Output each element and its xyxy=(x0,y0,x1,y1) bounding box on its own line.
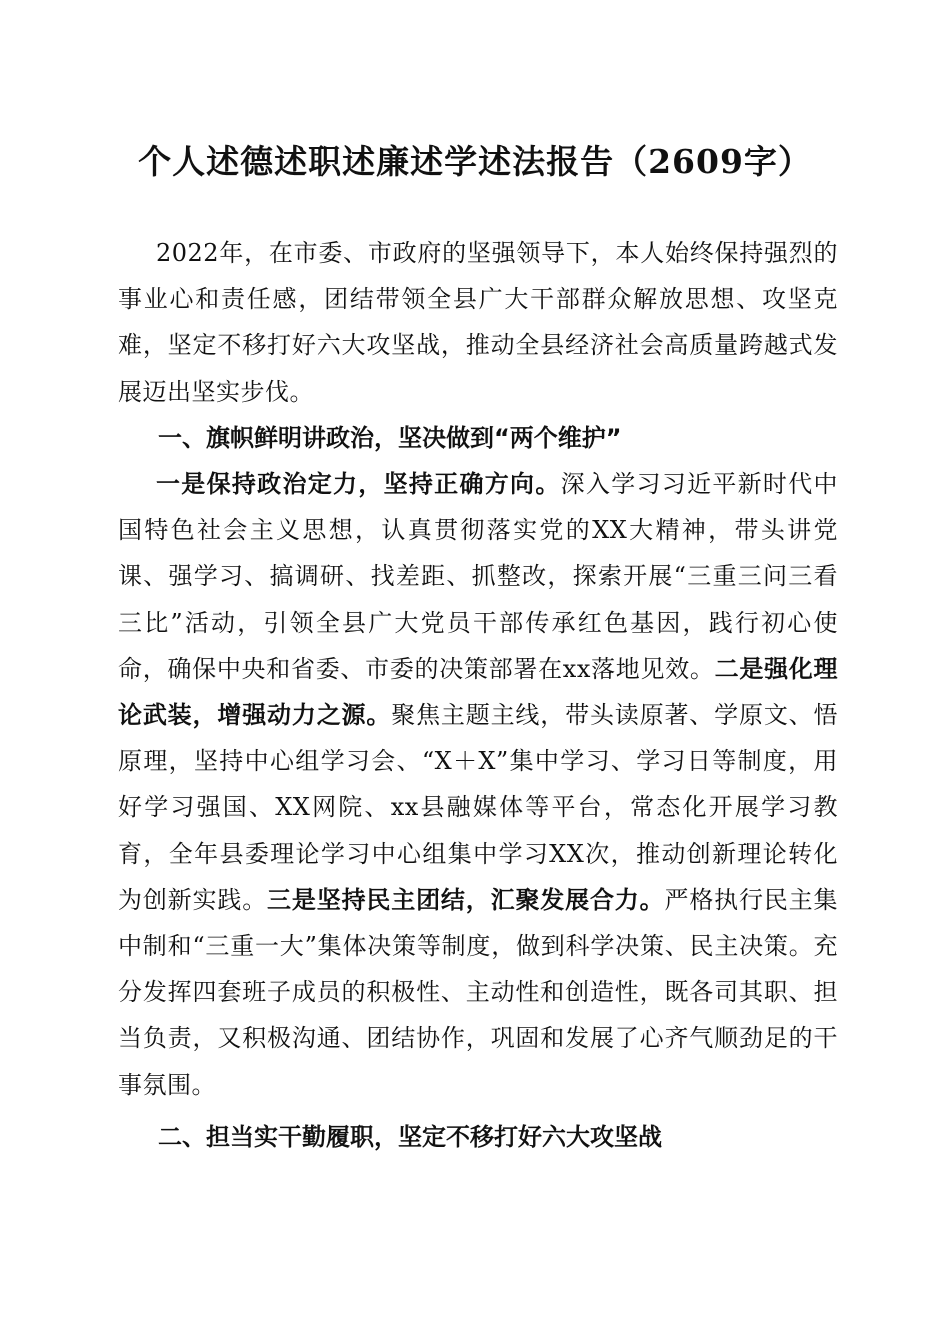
section-1-lead-1: 一是保持政治定力，坚持正确方向。 xyxy=(156,470,561,499)
document-title: 个人述德述职述廉述学述法报告（2609字） xyxy=(138,142,812,181)
section-1-paragraph xyxy=(118,461,838,1108)
section-1-text-1: 深入学习习近平新时代中国特色社会主义思想，认真贯彻落实党的XX大精神，带头讲党课、强学习、搞调研、找差距、抓整改，探索开展“三重三问三看三比”活动，引领全县广大党员干部传承红色基因，践行初心使命，确保中央和省委、市委的决策部署在xx落地见效。 xyxy=(118,470,839,683)
section-1-lead-2: 二是强化理论武装，增强动力之源。 xyxy=(118,654,839,730)
section-2-heading: 二、担当实干勤履职，坚定不移打好六大攻坚战 xyxy=(158,1122,662,1151)
section-1-text-2: 聚焦主题主线，带头读原著、学原文、悟原理，坚持中心组学习会、“X＋X”集中学习、学习日等制度，用好学习强国、XX网院、xx县融媒体等平台，常态化开展学习教育，全年县委理论学习中心组集中学习XX次，推动创新理论转化为创新实践。 xyxy=(118,701,839,914)
document-body xyxy=(118,230,838,1160)
section-1-lead-3: 三是坚持民主团结，汇聚发展合力。 xyxy=(267,885,665,914)
intro-paragraph: 2022年，在市委、市政府的坚强领导下，本人始终保持强烈的事业心和责任感，团结带领全县广大干部群众解放思想、攻坚克难，坚定不移打好六大攻坚战，推动全县经济社会高质量跨越式发展迈出坚实步伐。 xyxy=(118,239,838,406)
section-1-text-3: 严格执行民主集中制和“三重一大”集体决策等制度，做到科学决策、民主决策。充分发挥四套班子成员的积极性、主动性和创造性，既各司其职、担当负责，又积极沟通、团结协作，巩固和发展了心齐气顺劲足的干事氛围。 xyxy=(118,885,839,1099)
section-1-heading: 一、旗帜鲜明讲政治，坚决做到“两个维护” xyxy=(158,423,622,452)
